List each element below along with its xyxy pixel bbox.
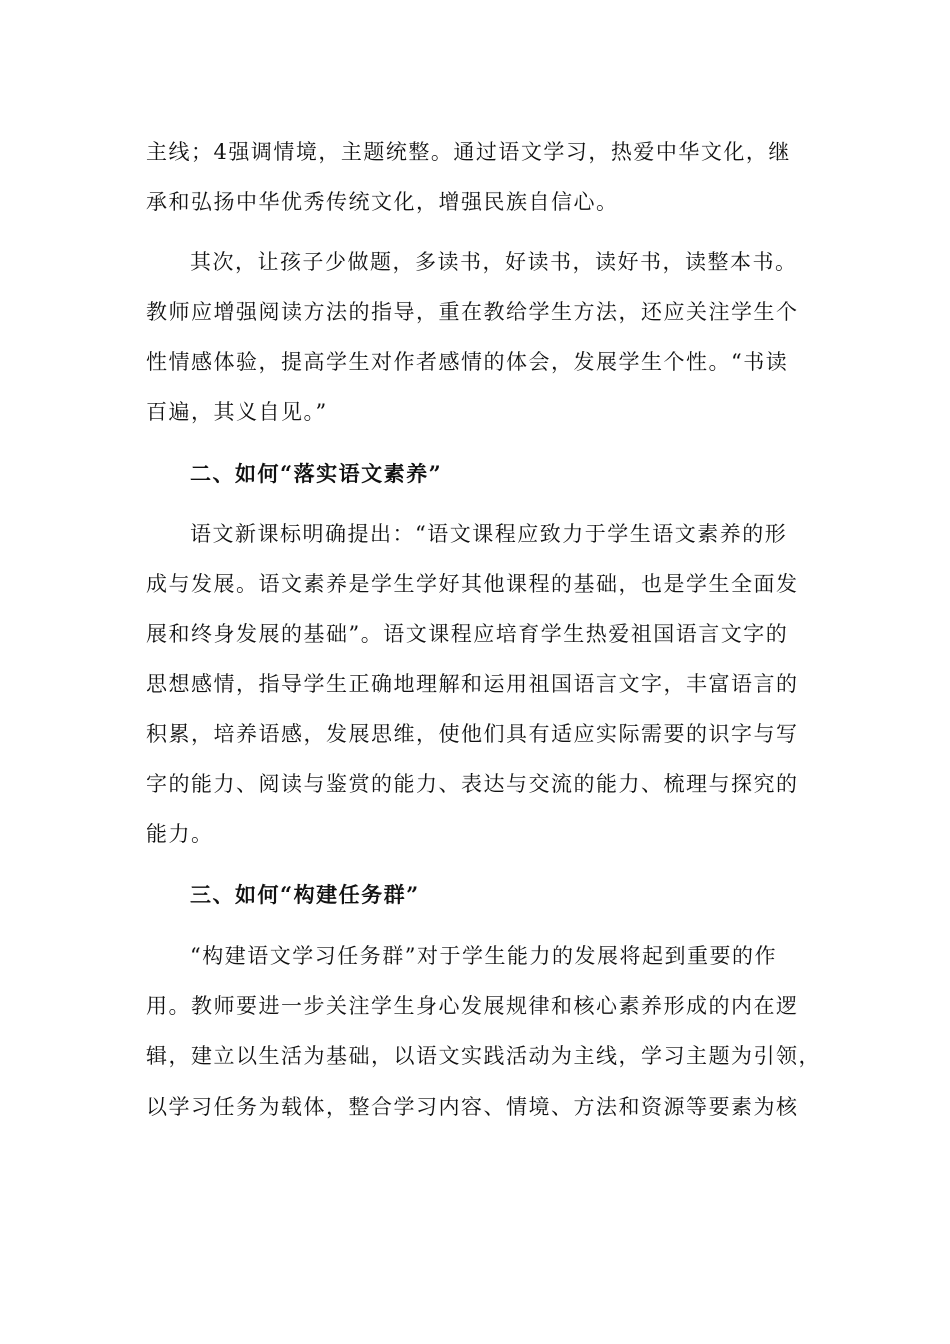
- paragraph-line: 性情感体验，提高学生对作者感情的体会，发展学生个性。“书读: [146, 350, 789, 374]
- section-heading: 三、如何“构建任务群”: [190, 882, 420, 907]
- paragraph-line: “构建语文学习任务群”对于学生能力的发展将起到重要的作: [190, 944, 777, 968]
- paragraph-line: 辑，建立以生活为基础，以语文实践活动为主线，学习主题为引领，: [146, 1044, 821, 1068]
- paragraph-line: 承和弘扬中华优秀传统文化，增强民族自信心。: [146, 190, 619, 214]
- section-heading: 二、如何“落实语文素养”: [190, 461, 443, 486]
- paragraph-line: 能力。: [146, 822, 214, 846]
- paragraph-line: 以学习任务为载体，整合学习内容、情境、方法和资源等要素为核: [146, 1095, 799, 1119]
- paragraph-line: 积累，培养语感，发展思维，使他们具有适应实际需要的识字与写: [146, 722, 799, 746]
- paragraph-line: 成与发展。语文素养是学生学好其他课程的基础，也是学生全面发: [146, 572, 799, 596]
- paragraph-line: 百遍，其义自见。”: [146, 400, 328, 424]
- paragraph-line: 展和终身发展的基础”。语文课程应培育学生热爱祖国语言文字的: [146, 622, 789, 646]
- paragraph-line: 主线；4强调情境，主题统整。通过语文学习，热爱中华文化，继: [146, 140, 791, 164]
- paragraph-line: 字的能力、阅读与鉴赏的能力、表达与交流的能力、梳理与探究的: [146, 772, 799, 796]
- paragraph-line: 语文新课标明确提出：“语文课程应致力于学生语文素养的形: [190, 522, 788, 546]
- paragraph-line: 思想感情，指导学生正确地理解和运用祖国语言文字，丰富语言的: [146, 672, 799, 696]
- paragraph-line: 其次，让孩子少做题，多读书，好读书，读好书，读整本书。: [190, 250, 798, 274]
- paragraph-line: 用。教师要进一步关注学生身心发展规律和核心素养形成的内在逻: [146, 994, 799, 1018]
- paragraph-line: 教师应增强阅读方法的指导，重在教给学生方法，还应关注学生个: [146, 300, 799, 324]
